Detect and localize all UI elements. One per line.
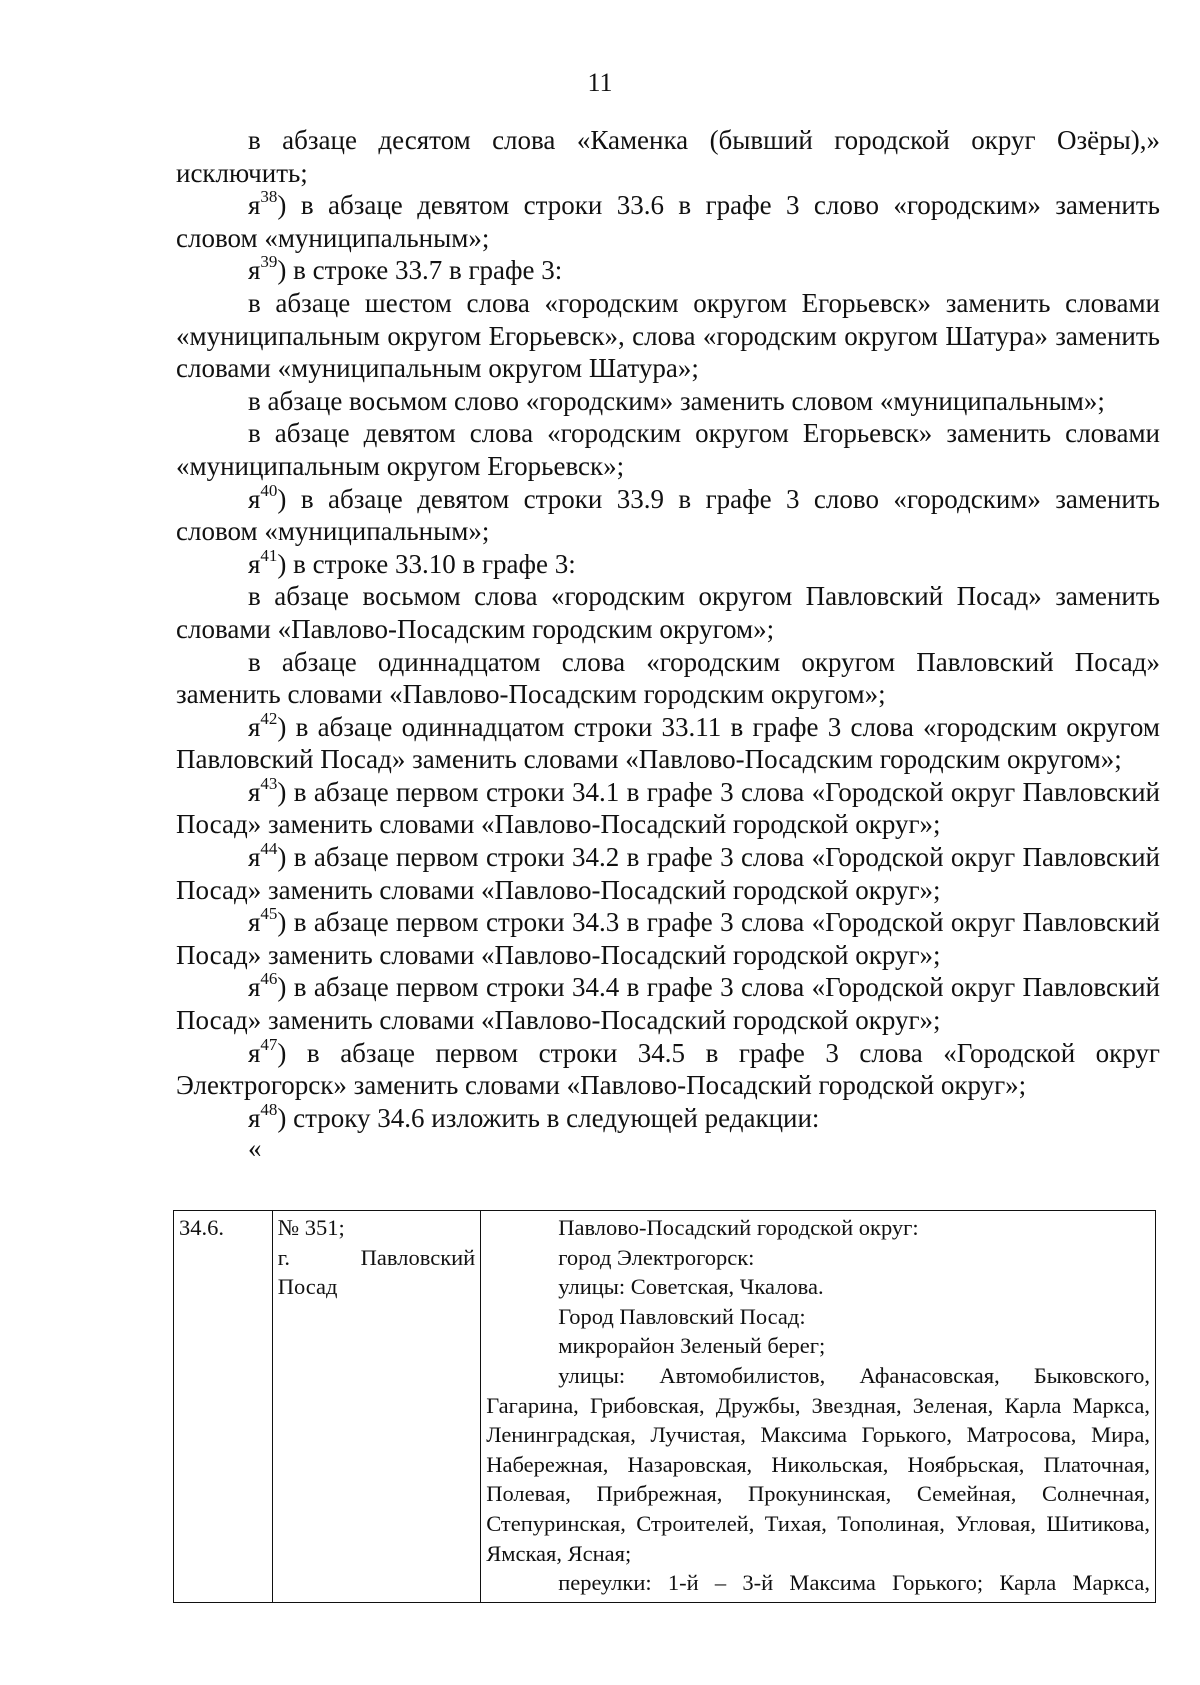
paragraph: $я^{45}$) в абзаце первом строки 34.3 в графе 3 слова «Городской округ Павловский Посад» заменить словами «Павлово-Посадский городской округ»; — [176, 904, 1160, 970]
paragraph: $я^{47}$) в абзаце первом строки 34.5 в графе 3 слова «Городской округ Электрогорск» заменить словами «Павлово-Посадский городской округ»; — [176, 1034, 1160, 1101]
paragraph: $я^{40}$) в абзаце девятом строки 33.9 в графе 3 слово «городским» заменить словом «муниципальным»; — [176, 480, 1160, 547]
paragraph: $я^{44}$) в абзаце первом строки 34.2 в графе 3 слова «Городской округ Павловский Посад» заменить словами «Павлово-Посадский городской округ»; — [176, 839, 1160, 905]
territory-line: Павлово-Посадский городской округ: — [558, 1215, 919, 1240]
paragraph: в абзаце десятом слова «Каменка (бывший городской округ Озёры),» исключить; — [176, 125, 1160, 188]
district-cell — [272, 1211, 481, 1603]
document-body — [176, 124, 1160, 1162]
row-number-cell: 34.6. — [174, 1211, 273, 1603]
paragraph: в абзаце восьмом слово «городским» заменить словом «муниципальным»; — [248, 385, 1105, 416]
table-row — [174, 1211, 1156, 1603]
polling-district-table — [173, 1210, 1156, 1603]
page-number: 11 — [587, 68, 613, 97]
paragraph: $я^{41}$) в строке 33.10 в графе 3: — [248, 545, 576, 579]
paragraph: в абзаце шестом слова «городским округом Егорьевск» заменить словами «муниципальным округом Егорьевск», слова «городским округом Шатура» заменить словами «муниципальным округом Шатура»; — [176, 287, 1160, 384]
opening-quote: « — [248, 1133, 262, 1164]
city-line-cont: Посад — [277, 1274, 338, 1300]
paragraph: $я^{38}$) в абзаце девятом строки 33.6 в графе 3 слово «городским» заменить словом «муниципальным»; — [176, 187, 1160, 253]
territory-line: улицы: Советская, Чкалова. — [558, 1274, 824, 1300]
district-number: № 351; — [277, 1215, 345, 1240]
paragraph: $я^{39}$) в строке 33.7 в графе 3: — [248, 252, 563, 286]
paragraph: в абзаце восьмом слова «городским округом Павловский Посад» заменить словами «Павлово-Посадским городским округом»; — [176, 581, 1160, 644]
paragraph: $я^{43}$) в абзаце первом строки 34.1 в графе 3 слова «Городской округ Павловский Посад» заменить словами «Павлово-Посадский городской округ»; — [176, 773, 1160, 840]
paragraph: в абзаце одиннадцатом слова «городским округом Павловский Посад» заменить словами «Павлово-Посадским городским округом»; — [176, 646, 1160, 710]
territory-lanes: переулки: 1-й – 3-й Максима Горького; Карла Маркса, — [558, 1570, 1150, 1596]
territory-line: Город Павловский Посад: — [558, 1303, 806, 1329]
territory-cell — [481, 1211, 1156, 1603]
paragraph: в абзаце девятом слова «городским округом Егорьевск» заменить словами «муниципальным округом Егорьевск»; — [176, 418, 1160, 481]
territory-streets: улицы: Автомобилистов, Афанасовская, Быковского, Гагарина, Грибовская, Дружбы, Звездная, Зеленая, Карла Маркса, Ленинградская, Лучистая, Максима Горького, Матросова, Мира, Набережная, Назаровская, Никольская, Ноябрьская, Платочная, Полевая, Прибрежная, Прокунинская, Семейная, Солнечная, Степуринская, Строителей, Тихая, Тополиная, Угловая, Шитикова, Ямская, Ясная; — [486, 1362, 1150, 1566]
paragraph: $я^{42}$) в абзаце одиннадцатом строки 33.11 в графе 3 слова «городским округом Павловский Посад» заменить словами «Павлово-Посадским городским округом»; — [176, 708, 1160, 775]
city-line: г. Павловский — [277, 1244, 476, 1270]
paragraph: $я^{46}$) в абзаце первом строки 34.4 в графе 3 слова «Городской округ Павловский Посад» заменить словами «Павлово-Посадский городской округ»; — [176, 969, 1160, 1036]
territory-line: город Электрогорск: — [558, 1244, 755, 1270]
paragraph: $я^{48}$) строку 34.6 изложить в следующей редакции: — [248, 1099, 820, 1133]
territory-line: микрорайон Зеленый берег; — [558, 1333, 826, 1359]
